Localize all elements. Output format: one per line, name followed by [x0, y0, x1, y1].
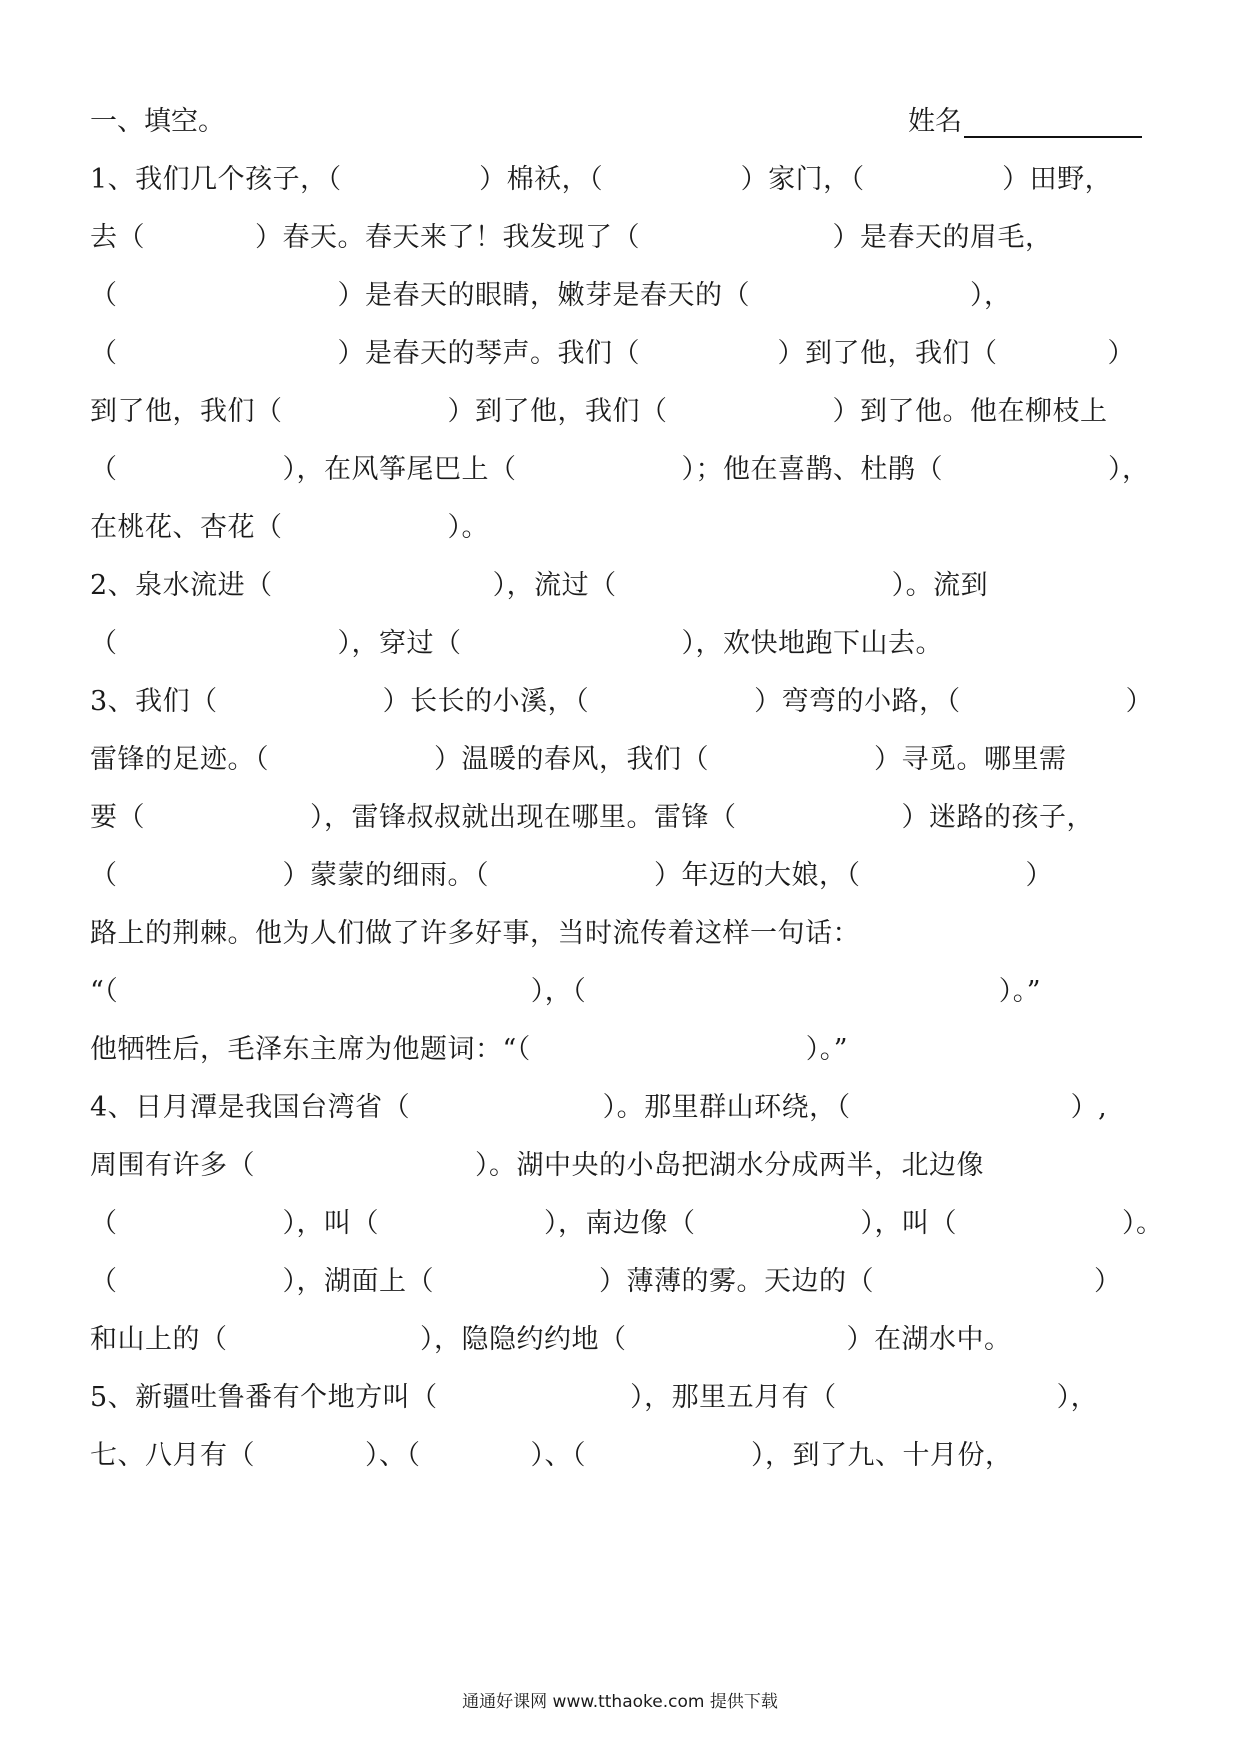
text-line: 他牺牲后，毛泽东主席为他题词：“（ ）。” [90, 1034, 849, 1065]
name-blank-line[interactable] [964, 136, 1142, 138]
text-line: 周围有许多（ ）。湖中央的小岛把湖水分成两半，北边像 [90, 1150, 984, 1181]
text-line: （ ），穿过（ ），欢快地跑下山去。 [90, 628, 943, 659]
text-line: 4、日月潭是我国台湾省（ ）。那里群山环绕，（ ）, [90, 1092, 1108, 1123]
text-line: 到了他，我们（ ）到了他，我们（ ）到了他。他在柳枝上 [90, 396, 1108, 427]
footer-credit: 通通好课网 www.tthaoke.com 提供下载 [462, 1692, 778, 1712]
text-line: 去（ ）春天。春天来了！我发现了（ ）是春天的眉毛， [90, 222, 1053, 253]
text-line: 在桃花、杏花（ ）。 [90, 512, 489, 543]
section-title: 一、填空。 [90, 106, 225, 137]
name-field [908, 100, 1142, 144]
text-line: （ ），在风筝尾巴上（ ）；他在喜鹊、杜鹃（ ）， [90, 454, 1150, 485]
text-line: （ ），湖面上（ ）薄薄的雾。天边的（ ） [90, 1266, 1122, 1297]
name-label: 姓名 [908, 106, 962, 137]
text-line: （ ），叫（ ），南边像（ ），叫（ ）。 [90, 1208, 1164, 1239]
text-line: 2、泉水流进（ ），流过（ ）。流到 [90, 570, 989, 601]
text-line: 3、我们（ ）长长的小溪，（ ）弯弯的小路，（ ） [90, 686, 1154, 717]
text-line: 七、八月有（ ）、（ ）、（ ），到了九、十月份， [90, 1440, 1013, 1471]
text-line: 和山上的（ ），隐隐约约地（ ）在湖水中。 [90, 1324, 1012, 1355]
text-line: 1、我们几个孩子，（ ）棉袄，（ ）家门，（ ）田野， [90, 164, 1113, 195]
text-line: （ ）是春天的眼睛，嫩芽是春天的（ ）， [90, 280, 1012, 311]
text-line: 路上的荆棘。他为人们做了许多好事，当时流传着这样一句话： [90, 918, 860, 949]
text-line: （ ）蒙蒙的细雨。（ ）年迈的大娘，（ ） [90, 860, 1053, 891]
text-line: 5、新疆吐鲁番有个地方叫（ ），那里五月有（ ）， [90, 1382, 1099, 1413]
text-line: “（ ），（ ）。” [90, 976, 1042, 1007]
text-line: 要（ ），雷锋叔叔就出现在哪里。雷锋（ ）迷路的孩子， [90, 802, 1094, 833]
text-line: 雷锋的足迹。（ ）温暖的春风，我们（ ）寻觅。哪里需 [90, 744, 1067, 775]
text-line: （ ）是春天的琴声。我们（ ）到了他，我们（ ） [90, 338, 1135, 369]
